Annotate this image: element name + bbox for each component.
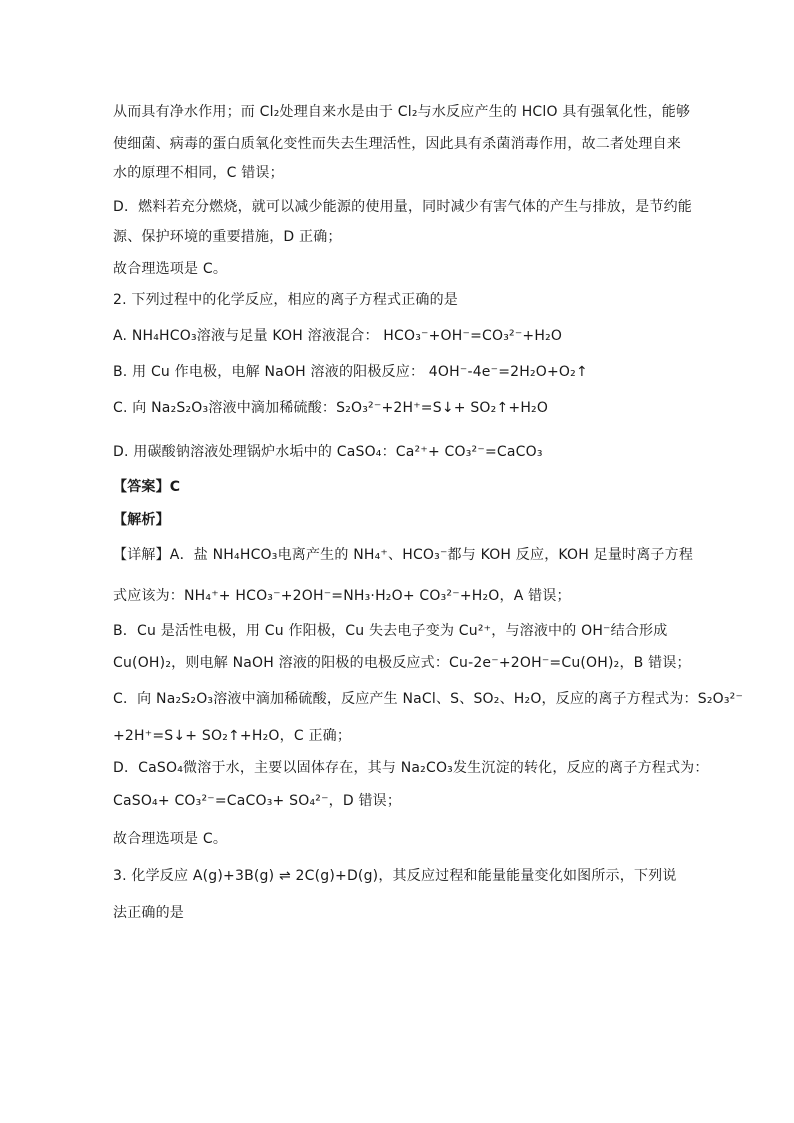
question-3-stem: 法正确的是	[113, 905, 184, 921]
text-line: 从而具有净水作用；而 Cl₂处理自来水是由于 Cl₂与水反应产生的 HClO 具有强氧化性，能够	[113, 104, 691, 120]
option-d: D. 用碳酸钠溶液处理锅炉水垢中的 CaSO₄：Ca²⁺+ CO₃²⁻=CaCO₃	[113, 444, 543, 460]
text-line: 故合理选项是 C。	[113, 831, 228, 847]
explanation-line: D．CaSO₄微溶于水，主要以固体存在，其与 Na₂CO₃发生沉淀的转化，反应的离子方程式为：	[113, 760, 709, 776]
answer-heading: 【答案】C	[113, 479, 181, 495]
text-line: 故合理选项是 C。	[113, 261, 228, 277]
explanation-line: CaSO₄+ CO₃²⁻=CaCO₃+ SO₄²⁻，D 错误；	[113, 793, 402, 809]
text-line: 源、保护环境的重要措施，D 正确；	[113, 229, 342, 245]
text-line: D．燃料若充分燃烧，就可以减少能源的使用量，同时减少有害气体的产生与排放，是节约能	[113, 199, 692, 215]
explanation-line: Cu(OH)₂，则电解 NaOH 溶液的阳极的电极反应式：Cu-2e⁻+2OH⁻=Cu(OH)₂，B 错误；	[113, 655, 691, 671]
text-line: 水的原理不相同，C 错误；	[113, 165, 284, 181]
question-2-stem: 2. 下列过程中的化学反应，相应的离子方程式正确的是	[113, 292, 459, 308]
explanation-line: 式应该为：NH₄⁺+ HCO₃⁻+2OH⁻=NH₃·H₂O+ CO₃²⁻+H₂O，A 错误；	[113, 588, 571, 604]
explanation-line: +2H⁺=S↓+ SO₂↑+H₂O，C 正确；	[113, 728, 352, 744]
option-c: C. 向 Na₂S₂O₃溶液中滴加稀硫酸：S₂O₃²⁻+2H⁺=S↓+ SO₂↑+H₂O	[113, 400, 549, 416]
question-3-stem: 3. 化学反应 A(g)+3B(g) ⇌ 2C(g)+D(g)，其反应过程和能量能量变化如图所示，下列说	[113, 868, 677, 884]
option-a: A. NH₄HCO₃溶液与足量 KOH 溶液混合： HCO₃⁻+OH⁻=CO₃²⁻+H₂O	[113, 328, 563, 344]
explanation-line: C．向 Na₂S₂O₃溶液中滴加稀硫酸，反应产生 NaCl、S、SO₂、H₂O，反应的离子方程式为：S₂O₃²⁻	[113, 691, 744, 707]
explanation-line: 【详解】A．盐 NH₄HCO₃电离产生的 NH₄⁺、HCO₃⁻都与 KOH 反应，KOH 足量时离子方程	[113, 547, 694, 563]
option-b: B. 用 Cu 作电极，电解 NaOH 溶液的阳极反应： 4OH⁻-4e⁻=2H₂O+O₂↑	[113, 364, 588, 380]
explanation-line: B．Cu 是活性电极，用 Cu 作阳极，Cu 失去电子变为 Cu²⁺，与溶液中的 OH⁻结合形成	[113, 623, 668, 639]
analysis-heading: 【解析】	[113, 512, 170, 528]
text-line: 使细菌、病毒的蛋白质氧化变性而失去生理活性，因此具有杀菌消毒作用，故二者处理自来	[113, 136, 681, 152]
